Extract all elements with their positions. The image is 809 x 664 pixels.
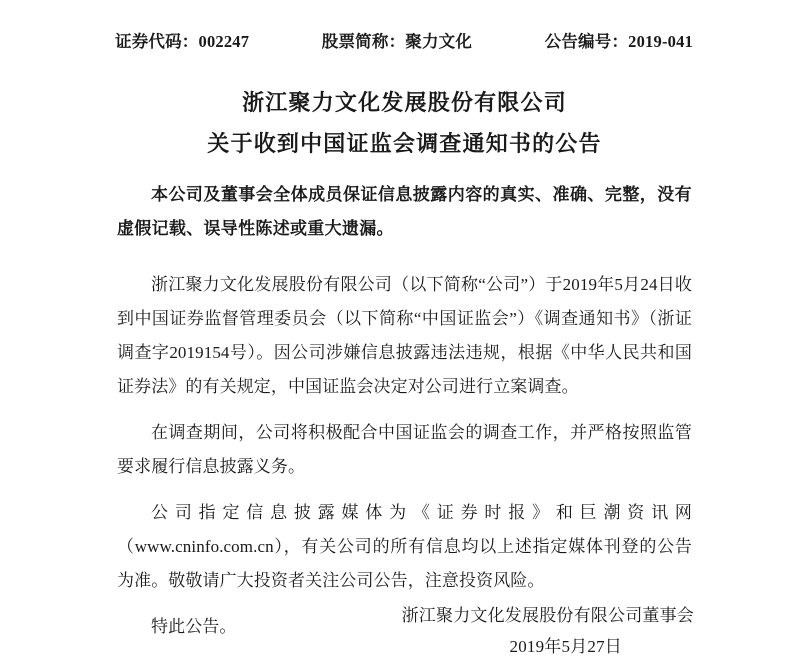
document-body: [117, 178, 692, 654]
signature-company: 浙江聚力文化发展股份有限公司董事会: [401, 606, 694, 625]
stock-name-cell: [322, 28, 472, 52]
page-title-line1: 浙江聚力文化发展股份有限公司: [242, 90, 567, 115]
signature-date: 2019年5月27日: [509, 637, 622, 656]
security-code-value: 002247: [198, 32, 250, 51]
body-paragraph-2: 在调查期间，公司将积极配合中国证监会的调查工作，并严格按照监管要求履行信息披露义务。: [117, 423, 692, 476]
security-code-cell: [115, 28, 249, 52]
notice-number-value: 2019-041: [628, 32, 693, 51]
signature-block: [117, 600, 694, 662]
disclosure-statement: 本公司及董事会全体成员保证信息披露内容的真实、准确、完整，没有虚假记载、误导性陈述或重大遗漏。: [117, 185, 692, 238]
body-paragraph-4: 特此公告。: [151, 617, 237, 636]
title-block: [0, 82, 809, 164]
stock-name-label: 股票简称：: [321, 32, 406, 51]
notice-number-cell: [545, 28, 693, 52]
notice-number-label: 公告编号：: [544, 32, 629, 51]
page-title-line2: 关于收到中国证监会调查通知书的公告: [207, 131, 602, 156]
body-paragraph-1: 浙江聚力文化发展股份有限公司（以下简称“公司”）于2019年5月24日收到中国证券监督管理委员会（以下简称“中国证监会”）《调查通知书》（浙证调查字2019154号）。因公司涉嫌信息披露违法违规，根据《中华人民共和国证券法》的有关规定，中国证监会决定对公司进行立案调查。: [117, 275, 692, 396]
stock-name-value: 聚力文化: [405, 32, 473, 51]
security-code-label: 证券代码：: [115, 32, 199, 51]
body-paragraph-3: 公司指定信息披露媒体为《证券时报》和巨潮资讯网（www.cninfo.com.cn），有关公司的所有信息均以上述指定媒体刊登的公告为准。敬敬请广大投资者关注公司公告，注意投资风险。: [117, 503, 692, 590]
document-header: [115, 28, 693, 52]
